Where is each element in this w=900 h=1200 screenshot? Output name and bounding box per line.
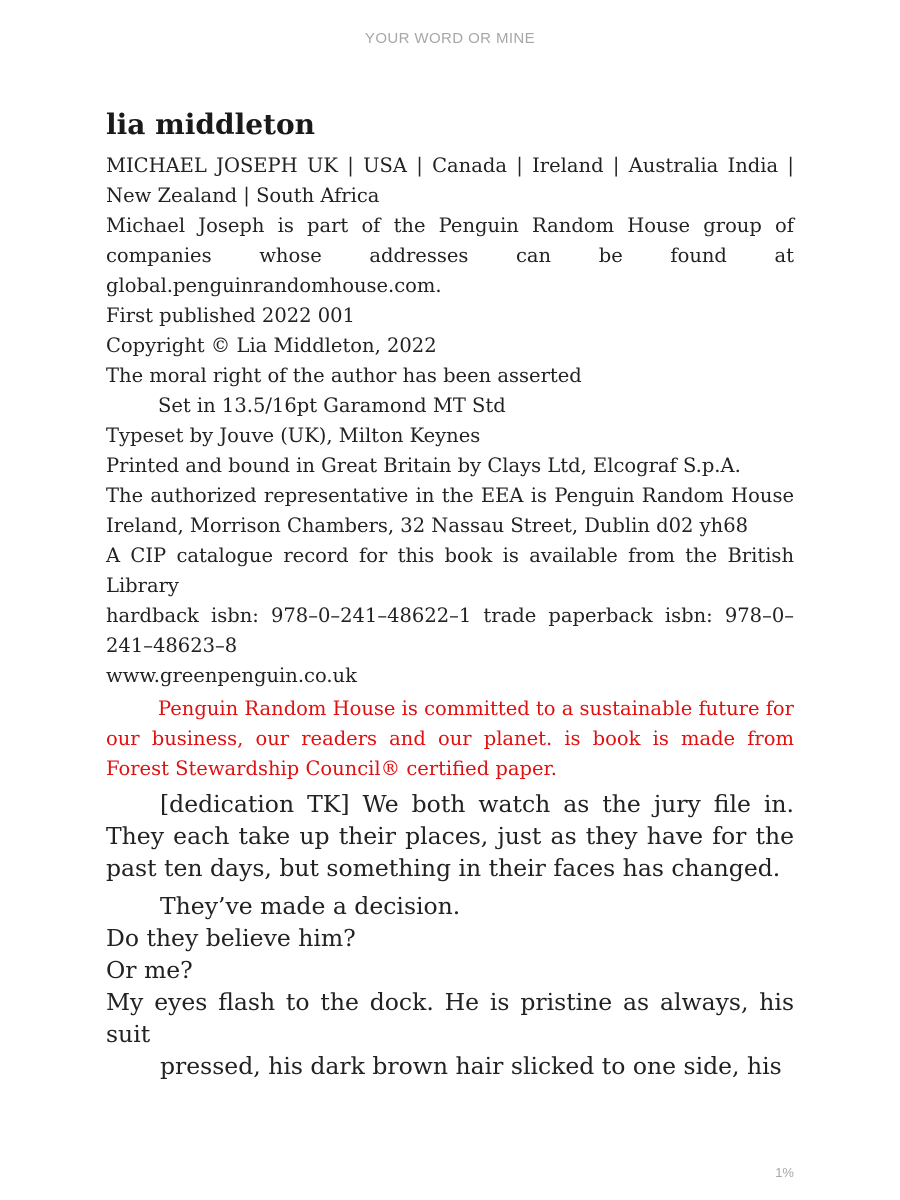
copyright-page (106, 151, 794, 784)
copyright-line: Copyright © Lia Middleton, 2022 (106, 334, 437, 357)
typeset-line: Typeset by Jouve (UK), Milton Keynes (106, 424, 481, 447)
isbn-line: hardback isbn: 978–0–241–48622–1 trade paperback isbn: 978–0–241–48623–8 (106, 604, 794, 657)
website-line: www.greenpenguin.co.uk (106, 664, 357, 687)
first-published-line: First published 2022 001 (106, 304, 355, 327)
story-paragraph: They’ve made a decision. (160, 892, 461, 920)
page-content (106, 105, 794, 1082)
reading-progress: 1% (775, 1165, 794, 1180)
group-line: Michael Joseph is part of the Penguin Random House group of companies whose addresses can be found at global.penguinrandomhouse.com. (106, 214, 794, 297)
book-title-header: YOUR WORD OR MINE (364, 30, 536, 47)
eea-representative-line: The authorized representative in the EEA is Penguin Random House Ireland, Morrison Chambers, 32 Nassau Street, Dublin d02 yh68 (106, 484, 794, 537)
printed-line: Printed and bound in Great Britain by Clays Ltd, Elcograf S.p.A. (106, 454, 741, 477)
story-paragraph: My eyes flash to the dock. He is pristine as always, his suit (106, 988, 794, 1048)
moral-right-line: The moral right of the author has been asserted (106, 364, 582, 387)
author-name: lia middleton (106, 108, 316, 141)
story-paragraph: pressed, his dark brown hair slicked to one side, his (160, 1052, 782, 1080)
story-paragraph: Or me? (106, 956, 193, 984)
story-paragraph: Do they believe him? (106, 924, 356, 952)
sustainability-notice: Penguin Random House is committed to a sustainable future for our business, our readers and our planet. is book is made from Forest Stewardship Council® certified paper. (106, 697, 794, 780)
story-paragraph: [dedication TK] We both watch as the jury file in. They each take up their places, just as they have for the past ten days, but something in their faces has changed. (106, 790, 794, 882)
publisher-line: MICHAEL JOSEPH UK | USA | Canada | Ireland | Australia India | New Zealand | South Africa (106, 154, 794, 207)
typeface-line: Set in 13.5/16pt Garamond MT Std (158, 394, 506, 417)
story-text (106, 788, 794, 1082)
cip-line: A CIP catalogue record for this book is available from the British Library (106, 544, 794, 597)
